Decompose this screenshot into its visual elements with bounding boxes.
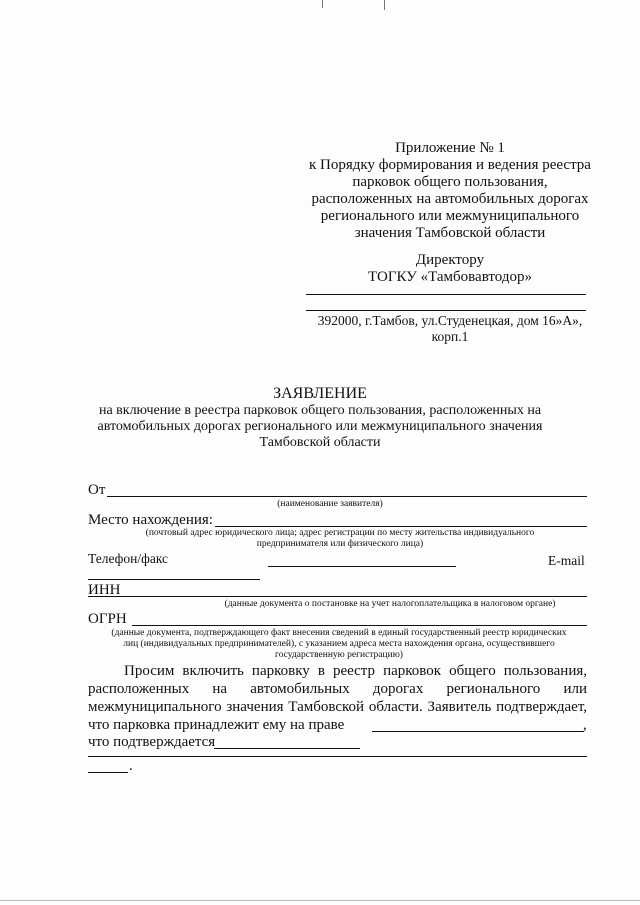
appendix-line: парковок общего пользования, (352, 174, 548, 190)
confirmation-field[interactable] (214, 748, 360, 749)
ogrn-field[interactable] (132, 625, 587, 626)
from-label: От (88, 482, 106, 498)
blank-short-line[interactable] (88, 772, 128, 773)
addressee-organization: ТОГКУ «Тамбовавтодор» (368, 269, 532, 285)
heading-line: на включение в реестра парковок общего пользования, расположенных на (98, 403, 542, 418)
addressee-address (300, 313, 600, 345)
hint-line: предпринимателя или физического лица) (256, 539, 424, 549)
inn-hint: (данные документа о постановке на учет налогоплательщика в налоговом органе) (224, 599, 556, 609)
location-label: Место нахождения: (88, 512, 213, 528)
email-field[interactable] (88, 579, 260, 580)
location-hint (100, 528, 580, 550)
body-line-4-end: , (583, 717, 587, 733)
hint-line: (почтовый адрес юридического лица; адрес регистрации по месту жительства индивидуального (145, 528, 535, 538)
page-bottom-edge (0, 900, 640, 901)
addressee-title: Директору (415, 252, 485, 268)
phone-field[interactable] (268, 566, 456, 567)
scan-mark (384, 0, 385, 10)
phone-label: Телефон/факс (88, 551, 169, 566)
body-line-3: межмуниципального значения Тамбовской области. Заявитель подтверждает, (88, 699, 587, 715)
blank-line[interactable] (88, 756, 587, 757)
hint-line: (данные документа, подтверждающего факт внесения сведений в единый государственный реестр юридических (111, 628, 567, 638)
addressee-name-line (306, 294, 586, 295)
heading-line: Тамбовской области (259, 435, 381, 450)
inn-label: ИНН (88, 582, 121, 598)
from-field[interactable] (107, 496, 587, 497)
right-field[interactable] (372, 731, 584, 732)
appendix-block (300, 140, 600, 242)
body-end-dot: . (129, 758, 133, 774)
addressee-block (300, 252, 600, 286)
body-line-4: что парковка принадлежит ему на праве (88, 717, 345, 733)
hint-line: государственную регистрацию) (275, 650, 403, 660)
email-label: E-mail (548, 553, 585, 568)
ogrn-hint (86, 628, 592, 661)
location-field[interactable] (215, 526, 587, 527)
hint-line: лиц (индивидуальных предпринимателей), с указанием адреса места нахождения органа, осуществившего (123, 639, 555, 649)
document-heading (60, 385, 580, 451)
appendix-line: к Порядку формирования и ведения реестра (309, 157, 591, 173)
addressee-line (306, 310, 586, 311)
body-line-1: Просим включить парковку в реестр парковок общего пользования, (124, 663, 587, 679)
appendix-line: регионального или межмуниципального (320, 208, 580, 224)
scan-mark (322, 0, 323, 8)
body-line-5: что подтверждается (88, 734, 216, 750)
body-line-2: расположенных на автомобильных дорогах регионального или (88, 681, 587, 697)
from-hint: (наименование заявителя) (277, 499, 383, 509)
heading-title: ЗАЯВЛЕНИЕ (273, 385, 367, 402)
ogrn-label: ОГРН (88, 611, 127, 627)
appendix-line: расположенных на автомобильных дорогах (311, 191, 589, 207)
appendix-title: Приложение № 1 (395, 140, 505, 156)
inn-field[interactable] (88, 596, 587, 597)
heading-line: автомобильных дорогах регионального или межмуниципального значения (97, 419, 543, 434)
address-line: корп.1 (431, 329, 469, 344)
address-line: 392000, г.Тамбов, ул.Студенецкая, дом 16»А», (317, 313, 583, 328)
appendix-line: значения Тамбовской области (354, 225, 546, 241)
